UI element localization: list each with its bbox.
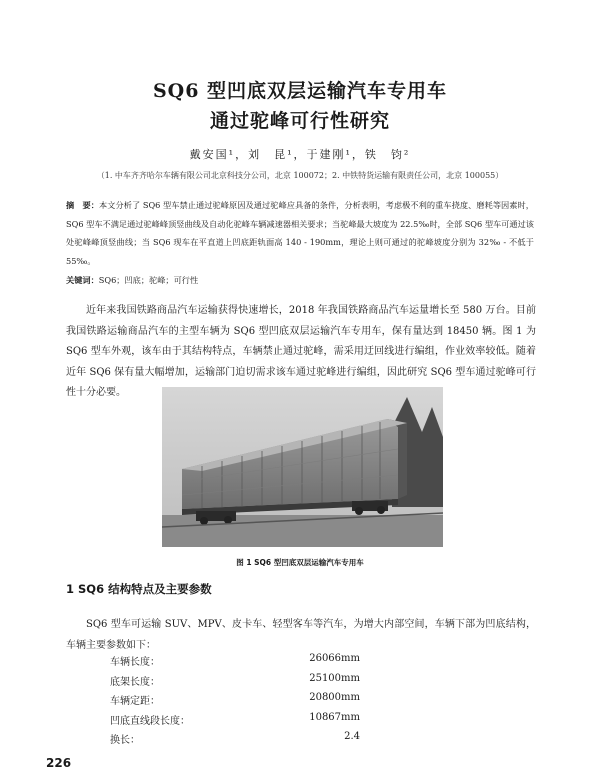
param-label: 车辆长度： bbox=[110, 657, 160, 668]
authors: 戴安国¹，刘 昆¹，于建刚¹，铁 钧² bbox=[189, 148, 411, 161]
affiliations: （1. 中车齐齐哈尔车辆有限公司北京科技分公司，北京 100072；2. 中铁特货运输有限责任公司，北京 100055） bbox=[96, 171, 504, 180]
param-value: 26066mm bbox=[309, 653, 360, 664]
keywords-label: 关键词： bbox=[66, 275, 99, 285]
param-label: 车辆定距： bbox=[110, 696, 160, 707]
abstract-label: 摘 要： bbox=[66, 200, 99, 210]
param-row bbox=[110, 673, 360, 693]
paper-title-line-2: 通过驼峰可行性研究 bbox=[209, 110, 390, 132]
railcar-photo bbox=[162, 387, 443, 547]
param-label: 底架长度： bbox=[110, 676, 160, 688]
abstract bbox=[66, 196, 534, 270]
section-heading: 1 SQ6 结构特点及主要参数 bbox=[66, 582, 212, 596]
page-number: 226 bbox=[46, 756, 72, 770]
param-row bbox=[110, 653, 360, 673]
param-value: 10867mm bbox=[309, 711, 360, 723]
param-value: 25100mm bbox=[309, 672, 360, 684]
param-row bbox=[110, 692, 360, 712]
paper-title-line-1: SQ6 型凹底双层运输汽车专用车 bbox=[152, 80, 448, 102]
abstract-text: 本文分析了 SQ6 型车禁止通过驼峰原因及通过驼峰应具备的条件，分析表明，考虑极不利的重车挠度、磨耗等因素时，SQ6 型车不满足通过驼峰峰顶竖曲线及自动化驼峰车辆减速器相关要求；当驼峰最大坡度为 22.5‰时，全部 SQ6 型车可通过该处驼峰峰顶竖曲线；当 SQ6 现车在平直道上凹底距轨面高 140 - 190mm，理论上则可通过的驼峰坡度分别为 32‰ - 不低于 55‰。 bbox=[66, 200, 534, 266]
param-row bbox=[110, 712, 360, 732]
intro-paragraph: 近年来我国铁路商品汽车运输获得快速增长，2018 年我国铁路商品汽车运量增长至 580 万台。目前我国铁路运输商品汽车的主型车辆为 SQ6 型凹底双层运输汽车专用车，保有量达到 18450 辆。图 1 为 SQ6 型车外观，该车由于其结构特点，车辆禁止通过驼峰，需采用迂回线进行编组，作业效率较低。随着近年 SQ6 保有量大幅增加，运输部门迫切需求该车通过驼峰进行编组，因此研究 SQ6 型车通过驼峰可行性十分必要。 bbox=[66, 305, 536, 398]
figure-caption: 图 1 SQ6 型凹底双层运输汽车专用车 bbox=[236, 558, 364, 567]
param-label: 凹底直线段长度： bbox=[110, 715, 190, 727]
section-paragraph: SQ6 型车可运输 SUV、MPV、皮卡车、轻型客车等汽车，为增大内部空间，车辆下部为凹底结构，车辆主要参数如下： bbox=[66, 619, 536, 651]
param-row bbox=[110, 731, 360, 751]
parameter-list bbox=[110, 653, 360, 751]
keywords-text: SQ6；凹底；驼峰；可行性 bbox=[98, 275, 199, 285]
param-value: 20800mm bbox=[309, 692, 360, 703]
param-label: 换长： bbox=[110, 735, 140, 746]
param-value: 2.4 bbox=[344, 731, 360, 742]
keywords bbox=[66, 275, 534, 286]
